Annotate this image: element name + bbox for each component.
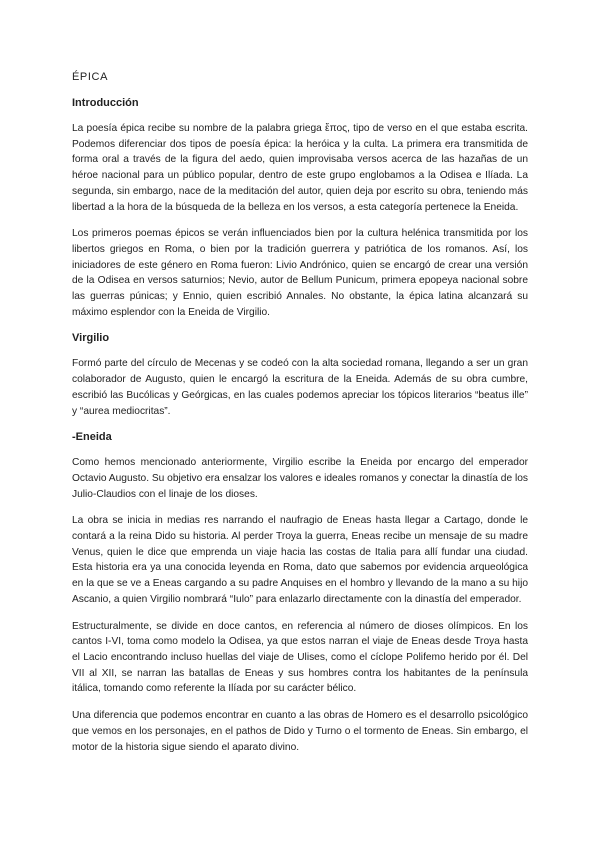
section-heading: Virgilio <box>72 332 110 345</box>
paragraph: La poesía épica recibe su nombre de la palabra griega ἔπος, tipo de verso en el que estaba escrita. Podemos diferenciar dos tipos de poesía épica: la heróica y la culta. La primera era transmitida de forma oral a través de la figura del aedo, quien improvisaba versos acerca de las hazañas de un héroe nacional para un público popular, dentro de este grupo englobamos a la Odisea e Ilíada. La segunda, sin embargo, nace de la meditación del autor, quien deja por escrito su obra, teniendo más libertad a la hora de la búsqueda de la belleza en los versos, a esta categoría pertenece la Eneida. <box>72 123 528 213</box>
section-eneida <box>72 430 528 755</box>
paragraph: Una diferencia que podemos encontrar en cuanto a las obras de Homero es el desarrollo psicológico que vemos en los personajes, en el pathos de Dido y Turno o el tormento de Eneas. Sin embargo, el motor de la historia sigue siendo el aparato divino. <box>72 710 528 753</box>
section-heading: -Eneida <box>72 431 112 444</box>
paragraph: La obra se inicia in medias res narrando el naufragio de Eneas hasta llegar a Cartago, donde le contará a la reina Dido su historia. Al perder Troya la guerra, Eneas recibe un mensaje de su madre Venus, quien le dice que emprenda un viaje hacia las costas de Italia para allí fundar una ciudad. Esta historia era ya una conocida leyenda en Roma, dato que sabemos por evidencia arqueológica en la que se ve a Eneas cargando a su padre Anquises en el hombro y llevando de la mano a su hijo Ascanio, a quien Virgilio nombrará “Iulo” para enlazarlo directamente con la dinastía del emperador. <box>72 515 528 605</box>
section-introduccion <box>72 96 528 320</box>
document-title: ÉPICA <box>72 71 109 83</box>
paragraph: Los primeros poemas épicos se verán influenciados bien por la cultura helénica transmitida por los libertos griegos en Roma, o bien por la tradición guerrera y patriótica de los romanos. Así, los iniciadores de este género en Roma fueron: Livio Andrónico, quien se encargó de crear una versión de la Odisea en versos saturnios; Nevio, autor de Bellum Punicum, primera epopeya nacional sobre las guerras púnicas; y Ennio, quien escribió Annales. No obstante, la épica latina alcanzará su máximo esplendor con la Eneida de Virgilio. <box>72 228 528 318</box>
section-virgilio <box>72 331 528 419</box>
paragraph: Estructuralmente, se divide en doce cantos, en referencia al número de dioses olímpicos. En los cantos I-VI, toma como modelo la Odisea, ya que estos narran el viaje de Eneas desde Troya hasta el Lacio encontrando incluso huellas del viaje de Ulises, como el cíclope Polifemo herido por él. Del VII al XII, se narran las batallas de Eneas y sus hombres contra los habitantes de la península itálica, tomando como referente la Ilíada por su carácter bélico. <box>72 620 528 695</box>
paragraph: Como hemos mencionado anteriormente, Virgilio escribe la Eneida por encargo del emperador Octavio Augusto. Su objetivo era ensalzar los valores e ideales romanos y conectar la dinastía de los Julio-Claudios con el linaje de los dioses. <box>72 457 528 500</box>
paragraph: Formó parte del círculo de Mecenas y se codeó con la alta sociedad romana, llegando a ser un gran colaborador de Augusto, quien le encargó la escritura de la Eneida. Además de su obra cumbre, escribió las Bucólicas y Geórgicas, en las cuales podemos apreciar los tópicos literarios “beatus ille” y “aurea mediocritas”. <box>72 358 528 417</box>
section-heading: Introducción <box>72 97 139 109</box>
document-page <box>72 70 528 766</box>
